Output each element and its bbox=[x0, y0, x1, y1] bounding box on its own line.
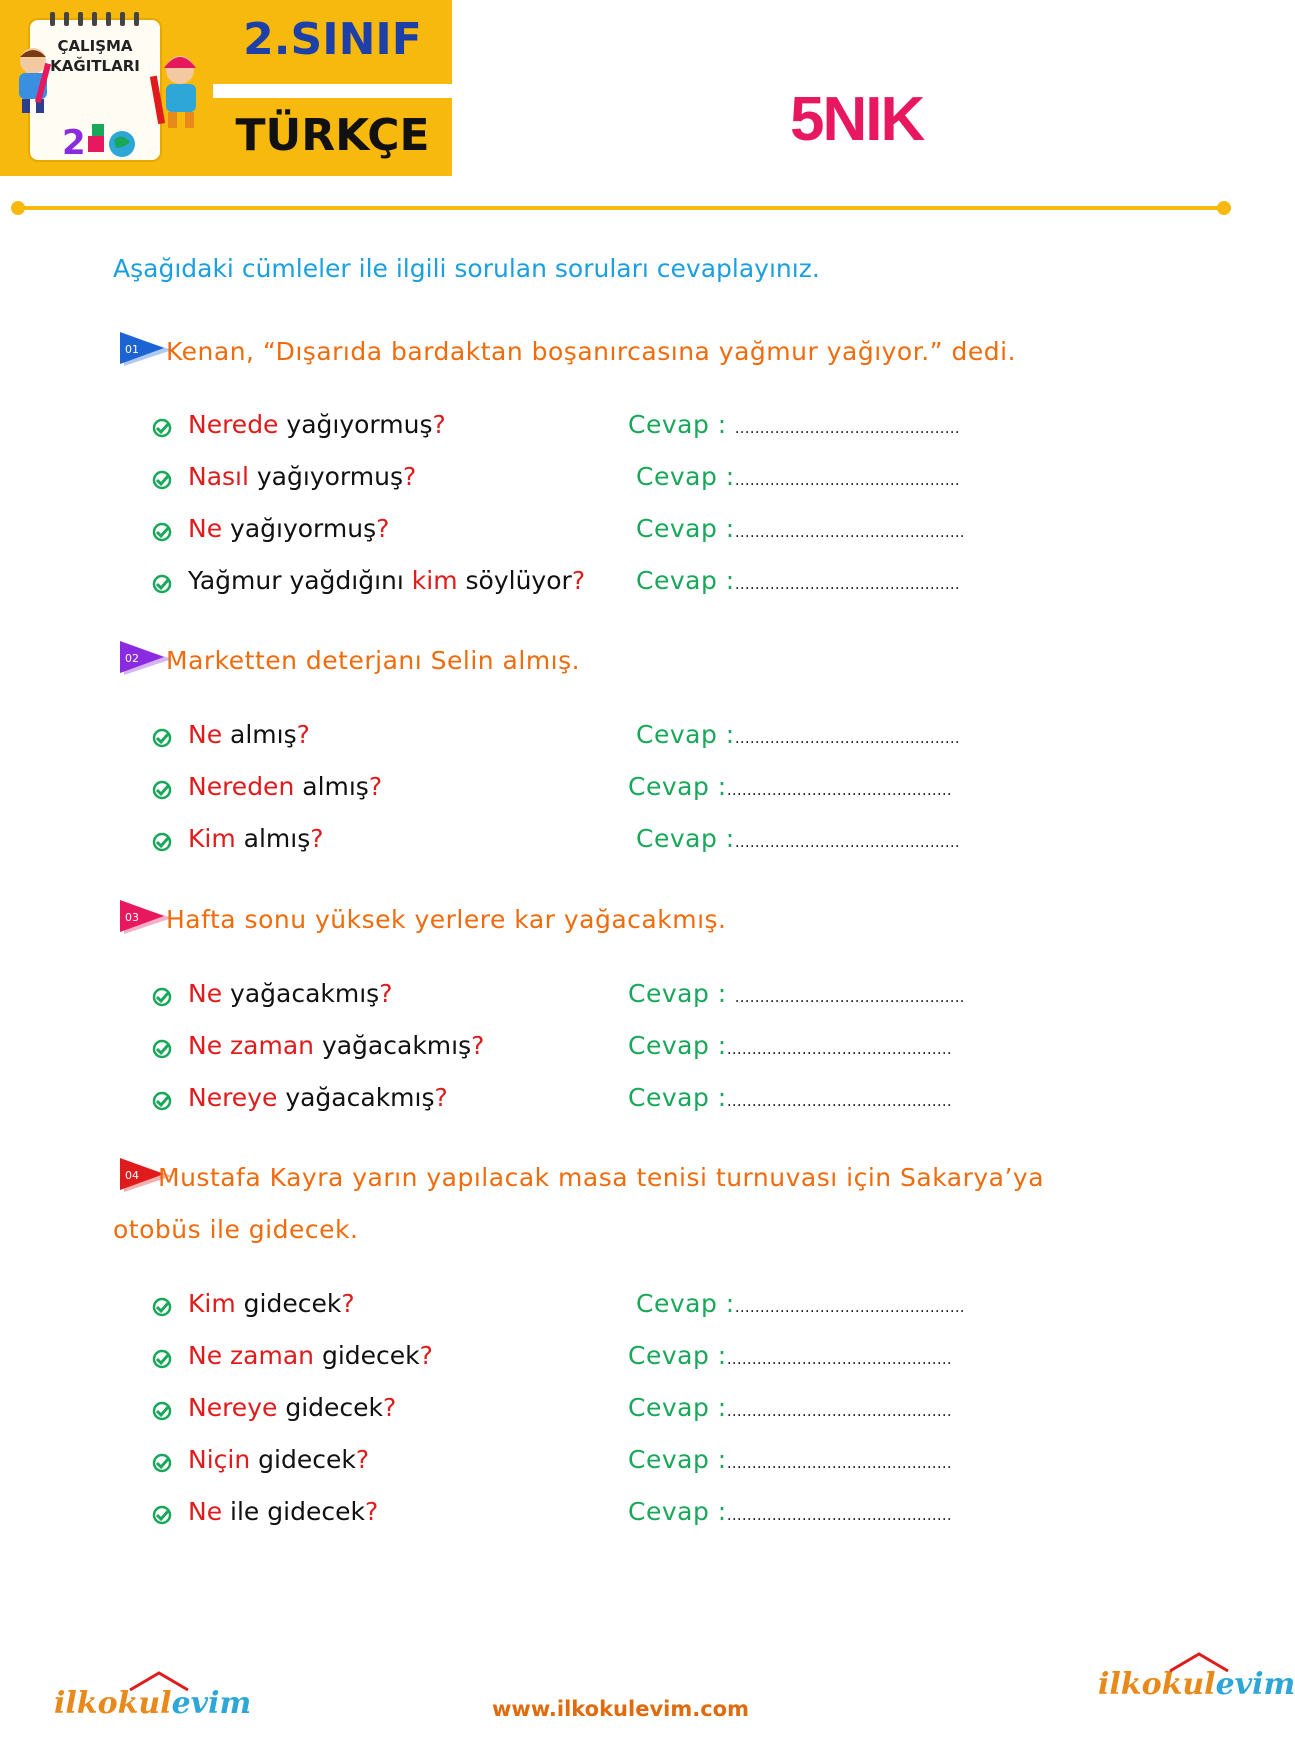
question-item: Ne almış? bbox=[188, 720, 310, 749]
question-number-badge bbox=[118, 898, 172, 938]
question-item: Nereye gidecek? bbox=[188, 1393, 397, 1422]
check-icon bbox=[152, 780, 172, 800]
answer-field[interactable]: Cevap :……………………………………… bbox=[628, 1445, 952, 1474]
answer-field[interactable]: Cevap :……………………………………… bbox=[628, 772, 952, 801]
roof-icon bbox=[128, 1670, 190, 1692]
check-icon bbox=[152, 574, 172, 594]
check-icon bbox=[152, 728, 172, 748]
answer-field[interactable]: Cevap :……………………………………… bbox=[628, 1031, 952, 1060]
svg-text:2: 2 bbox=[62, 123, 86, 163]
question-item: Nereden almış? bbox=[188, 772, 383, 801]
question-item: Ne zaman gidecek? bbox=[188, 1341, 433, 1370]
answer-field[interactable]: Cevap :……………………………………… bbox=[636, 824, 960, 853]
question-item: Kim almış? bbox=[188, 824, 324, 853]
question-item: Nerede yağıyormuş? bbox=[188, 410, 446, 439]
worksheet-logo-label: ÇALIŞMA KAĞITLARI bbox=[50, 37, 140, 75]
question-sentence-line2: otobüs ile gidecek. bbox=[113, 1215, 359, 1244]
footer-url[interactable]: www.ilkokulevim.com bbox=[492, 1697, 749, 1721]
question-item: Niçin gidecek? bbox=[188, 1445, 370, 1474]
question-number-badge bbox=[118, 639, 172, 679]
check-icon bbox=[152, 1505, 172, 1525]
answer-field[interactable]: Cevap :……………………………………… bbox=[628, 1083, 952, 1112]
answer-field[interactable]: Cevap :……………………………………… bbox=[628, 1497, 952, 1526]
answer-field[interactable]: Cevap :……………………………………… bbox=[636, 566, 960, 595]
question-sentence: Hafta sonu yüksek yerlere kar yağacakmış. bbox=[166, 905, 727, 934]
check-icon bbox=[152, 1453, 172, 1473]
answer-field[interactable]: Cevap : ………………………………………. bbox=[628, 979, 965, 1008]
check-icon bbox=[152, 470, 172, 490]
check-icon bbox=[152, 522, 172, 542]
question-item: Nasıl yağıyormuş? bbox=[188, 462, 417, 491]
instructions: Aşağıdaki cümleler ile ilgili sorulan soruları cevaplayınız. bbox=[113, 254, 820, 283]
kid-illustration-left bbox=[10, 45, 56, 115]
svg-text:04: 04 bbox=[125, 1169, 139, 1182]
question-item: Kim gidecek? bbox=[188, 1289, 355, 1318]
question-sentence: Marketten deterjanı Selin almış. bbox=[166, 646, 581, 675]
subject-label: TÜRKÇE bbox=[235, 110, 430, 161]
svg-text:03: 03 bbox=[125, 911, 139, 924]
answer-field[interactable]: Cevap :………………………………………. bbox=[636, 514, 965, 543]
answer-field[interactable]: Cevap :……………………………………… bbox=[628, 1341, 952, 1370]
question-item: Nereye yağacakmış? bbox=[188, 1083, 448, 1112]
answer-field[interactable]: Cevap :……………………………………… bbox=[628, 1393, 952, 1422]
question-item: Ne ile gidecek? bbox=[188, 1497, 379, 1526]
question-item: Ne zaman yağacakmış? bbox=[188, 1031, 485, 1060]
check-icon bbox=[152, 832, 172, 852]
question-item: Yağmur yağdığını kim söylüyor? bbox=[188, 566, 586, 595]
header-divider bbox=[10, 201, 1232, 215]
roof-icon bbox=[1168, 1651, 1230, 1673]
check-icon bbox=[152, 418, 172, 438]
check-icon bbox=[152, 1039, 172, 1059]
check-icon bbox=[152, 1297, 172, 1317]
question-sentence: Mustafa Kayra yarın yapılacak masa tenisi turnuvası için Sakarya’ya bbox=[158, 1163, 1045, 1192]
check-icon bbox=[152, 1091, 172, 1111]
question-item: Ne yağıyormuş? bbox=[188, 514, 390, 543]
answer-field[interactable]: Cevap :……………………………………… bbox=[636, 462, 960, 491]
answer-field[interactable]: Cevap :………………………………………. bbox=[636, 1289, 965, 1318]
brand-logo-left: ilkokulevim bbox=[54, 1686, 252, 1721]
page-title: 5NIK bbox=[790, 85, 924, 154]
answer-field[interactable]: Cevap : ……………………………………… bbox=[628, 410, 960, 439]
question-sentence: Kenan, “Dışarıda bardaktan boşanırcasına yağmur yağıyor.” dedi. bbox=[166, 337, 1017, 366]
check-icon bbox=[152, 987, 172, 1007]
svg-text:02: 02 bbox=[125, 652, 139, 665]
grade-label: 2.SINIF bbox=[243, 14, 422, 65]
svg-text:01: 01 bbox=[125, 343, 139, 356]
question-item: Ne yağacakmış? bbox=[188, 979, 393, 1008]
kid-illustration-right bbox=[150, 50, 206, 130]
question-number-badge bbox=[118, 330, 172, 370]
check-icon bbox=[152, 1401, 172, 1421]
check-icon bbox=[152, 1349, 172, 1369]
brand-logo-right: ilkokulevim bbox=[1098, 1667, 1295, 1702]
answer-field[interactable]: Cevap :……………………………………… bbox=[636, 720, 960, 749]
numbers-decoration bbox=[58, 118, 148, 162]
